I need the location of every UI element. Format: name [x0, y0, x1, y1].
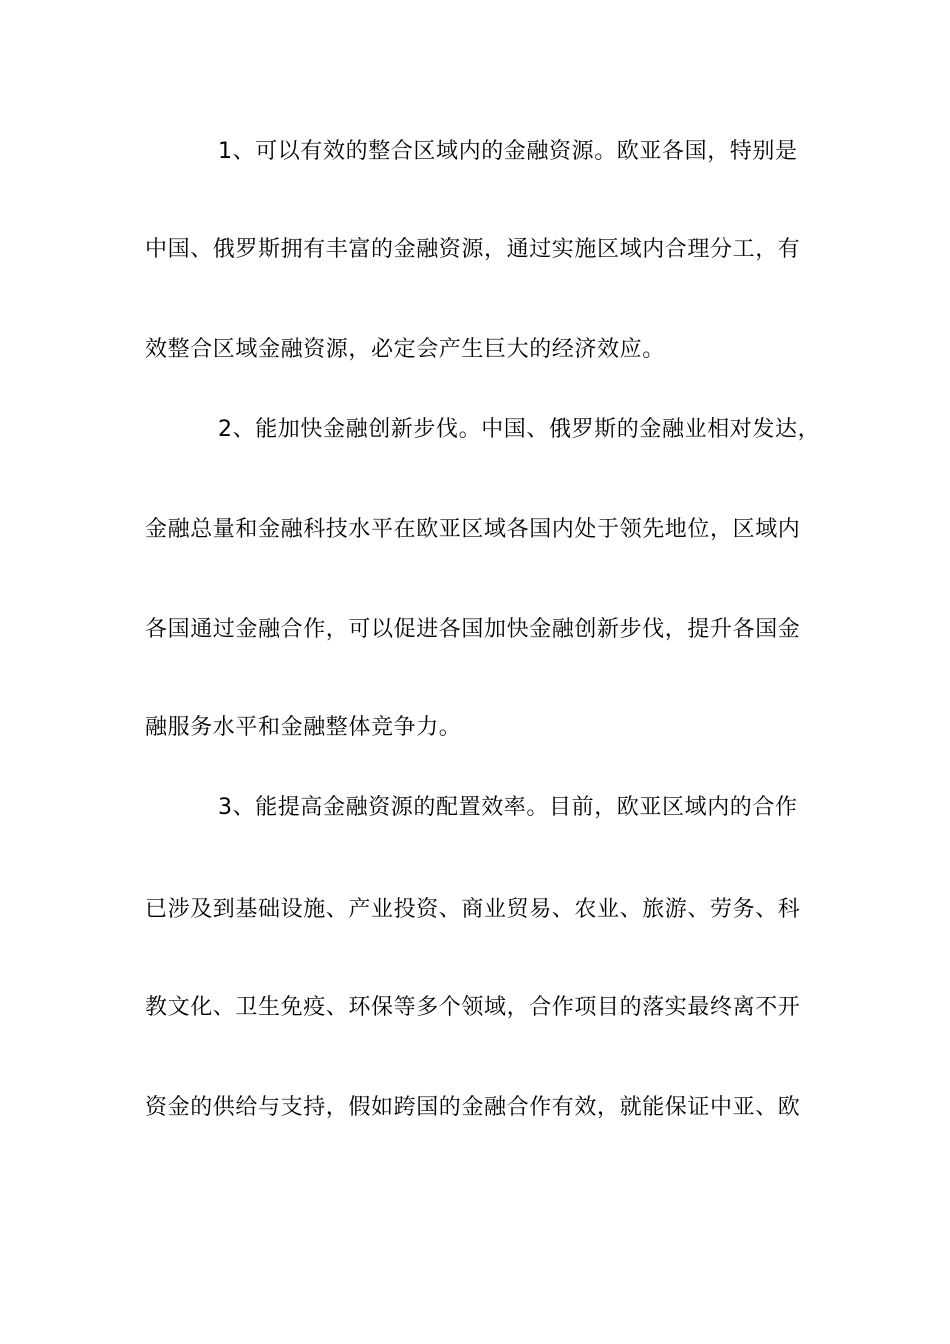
paragraph-3-line-4: 资金的供给与支持，假如跨国的金融合作有效，就能保证中亚、欧 — [145, 1095, 801, 1120]
paragraph-2-line-3: 各国通过金融合作，可以促进各国加快金融创新步伐，提升各国金 — [145, 617, 801, 642]
paragraph-1-line-3: 效整合区域金融资源，必定会产生巨大的经济效应。 — [145, 337, 665, 362]
paragraph-3-line-2: 已涉及到基础设施、产业投资、商业贸易、农业、旅游、劳务、科 — [145, 897, 801, 922]
paragraph-2-line-2: 金融总量和金融科技水平在欧亚区域各国内处于领先地位，区域内 — [145, 517, 801, 542]
paragraph-3-line-1: 3、能提高金融资源的配置效率。目前，欧亚区域内的合作 — [218, 795, 798, 820]
paragraph-3-line-3: 教文化、卫生免疫、环保等多个领域，合作项目的落实最终离不开 — [145, 995, 801, 1020]
paragraph-2-line-1: 2、能加快金融创新步伐。中国、俄罗斯的金融业相对发达， — [218, 417, 821, 442]
paragraph-1-line-1: 1、可以有效的整合区域内的金融资源。欧亚各国，特别是 — [218, 139, 798, 164]
paragraph-2-line-4: 融服务水平和金融整体竞争力。 — [145, 715, 462, 740]
paragraph-1-line-2: 中国、俄罗斯拥有丰富的金融资源，通过实施区域内合理分工，有 — [145, 237, 801, 262]
